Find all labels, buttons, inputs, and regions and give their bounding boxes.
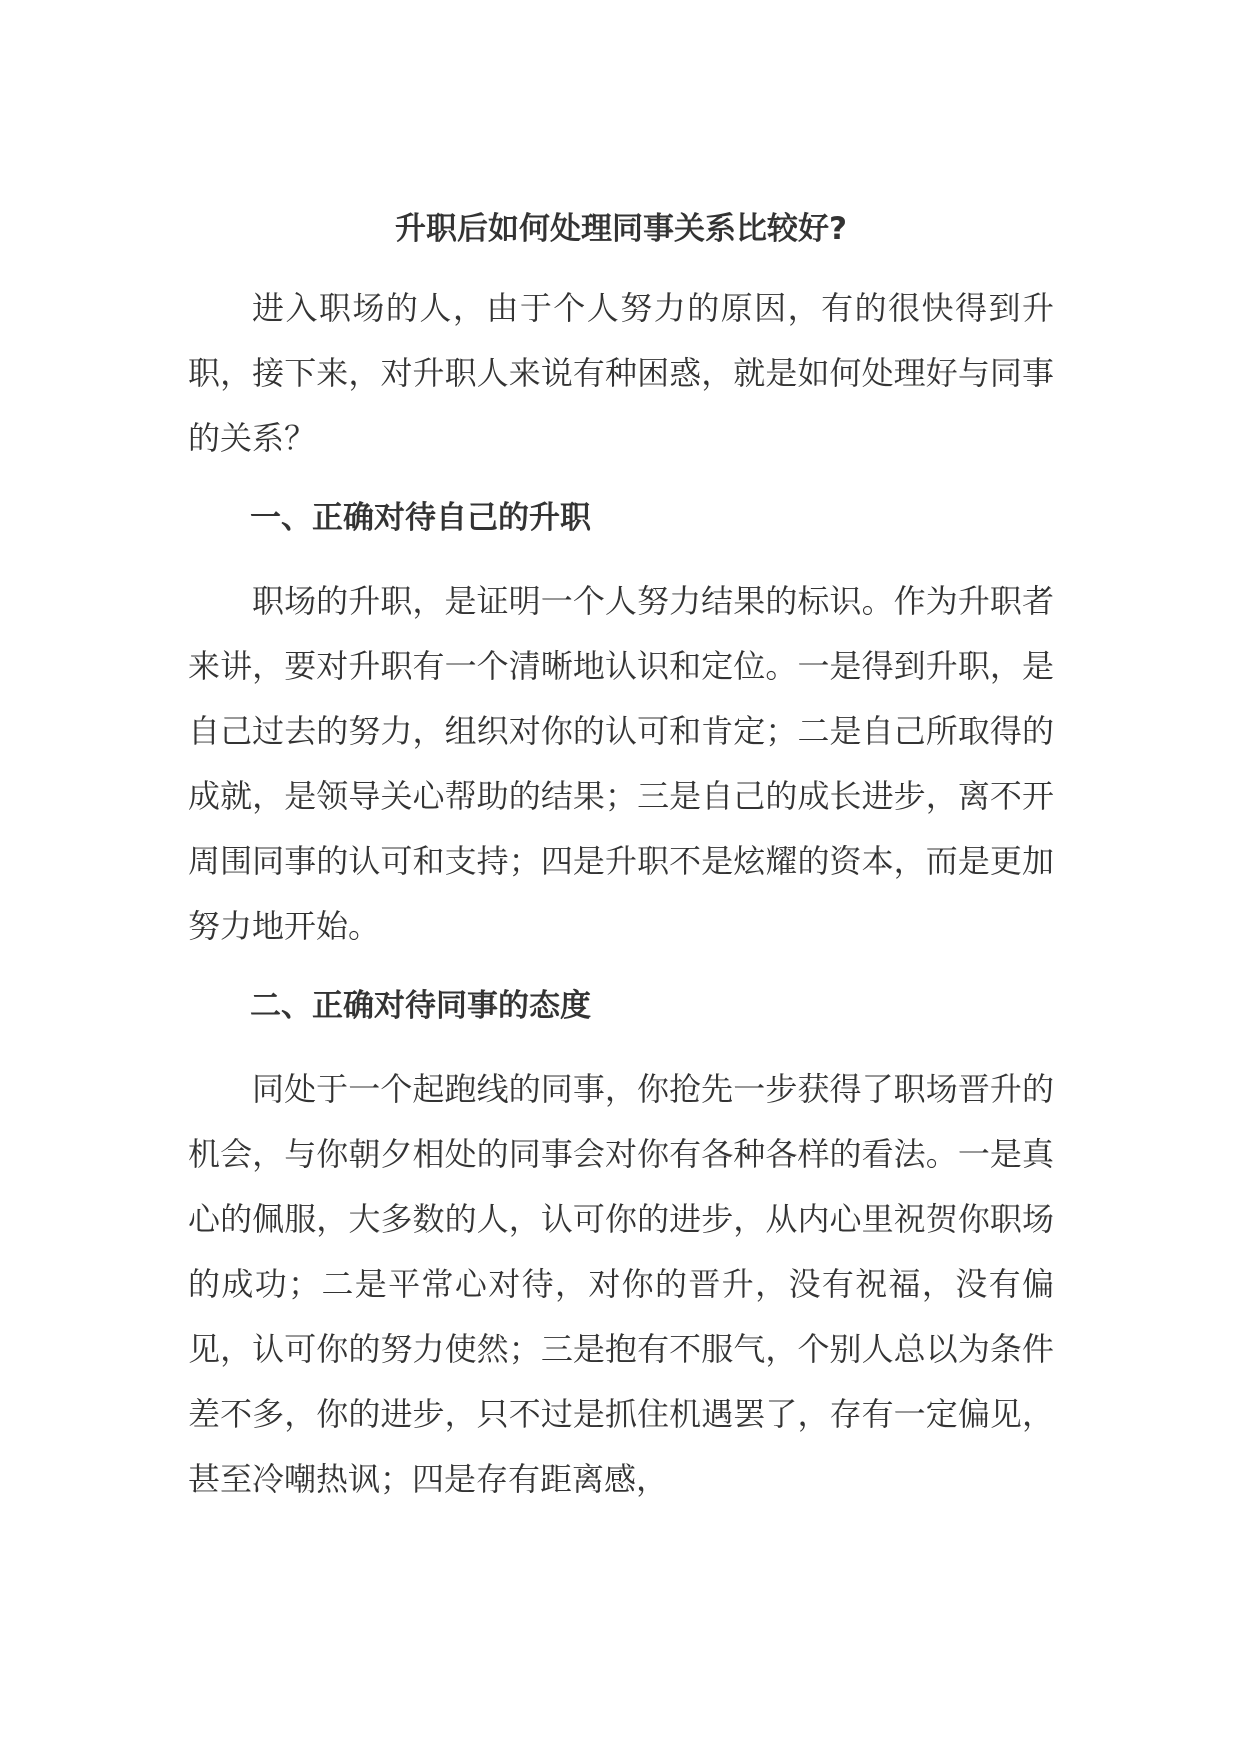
- section-1-heading: 一、正确对待自己的升职: [250, 500, 591, 536]
- document-title: 升职后如何处理同事关系比较好?: [395, 211, 847, 247]
- section-2-paragraph: 同处于一个起跑线的同事，你抢先一步获得了职场晋升的机会，与你朝夕相处的同事会对你有各种各样的看法。一是真心的佩服，大多数的人，认可你的进步，从内心里祝贺你职场的成功；二是平常心对待，对你的晋升，没有祝福，没有偏见，认可你的努力使然；三是抱有不服气，个别人总以为条件差不多，你的进步，只不过是抓住机遇罢了，存有一定偏见，甚至冷嘲热讽；四是存有距离感，: [188, 1070, 1054, 1498]
- spacer: [188, 1039, 1054, 1057]
- intro-paragraph: 进入职场的人，由于个人努力的原因，有的很快得到升职，接下来，对升职人来说有种困惑，就是如何处理好与同事的关系？: [188, 289, 1054, 457]
- section-2-heading: 二、正确对待同事的态度: [250, 988, 591, 1024]
- document-content: [188, 202, 1054, 1512]
- spacer: [188, 471, 1054, 486]
- spacer: [188, 959, 1054, 974]
- spacer: [188, 256, 1054, 276]
- spacer: [188, 551, 1054, 569]
- section-1-paragraph: 职场的升职，是证明一个人努力结果的标识。作为升职者来讲，要对升职有一个清晰地认识和定位。一是得到升职，是自己过去的努力，组织对你的认可和肯定；二是自己所取得的成就，是领导关心帮助的结果；三是自己的成长进步，离不开周围同事的认可和支持；四是升职不是炫耀的资本，而是更加努力地开始。: [188, 582, 1054, 945]
